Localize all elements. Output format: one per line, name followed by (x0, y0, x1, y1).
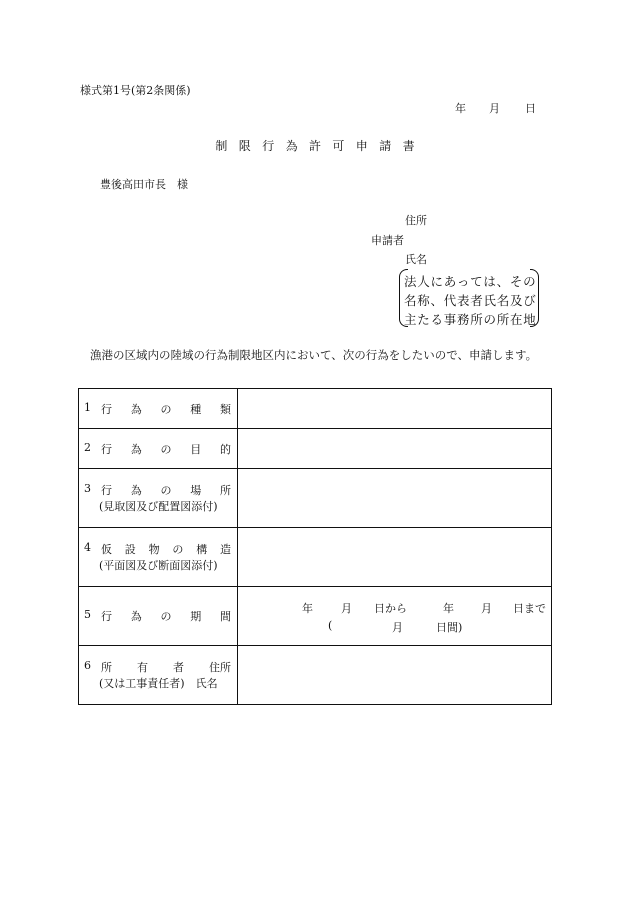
label-char: 構 (196, 543, 208, 556)
note-line: 主たる事務所の所在地 (404, 312, 537, 327)
period-to-day: 日まで (513, 602, 546, 615)
label-char: 間 (220, 610, 231, 623)
label-char: 仮 (101, 543, 112, 556)
date-month: 月 (489, 102, 500, 115)
label-char: 行 (101, 610, 112, 623)
period-duration-day: 日間) (436, 621, 463, 634)
row-label (79, 469, 238, 528)
label-char: の (160, 610, 172, 623)
period-from-year: 年 (302, 602, 313, 615)
label-char: 設 (124, 543, 136, 556)
address-label: 住所 (405, 214, 427, 227)
label-char: 物 (148, 543, 160, 556)
date-day: 日 (525, 102, 536, 115)
label-char: 目 (190, 442, 202, 456)
row-label (79, 429, 238, 469)
row-sublabel: (又は工事責任者) 氏名 (99, 677, 218, 690)
label-char: 為 (130, 610, 142, 623)
label-char: の (172, 543, 184, 556)
table-row (79, 429, 552, 469)
row-label (79, 528, 238, 587)
date-line (455, 100, 536, 116)
row-label (79, 587, 238, 646)
corporate-note (399, 269, 539, 327)
row-number: 3 (84, 482, 91, 495)
label-char: 的 (220, 442, 231, 456)
period-to-year: 年 (443, 602, 454, 615)
label-char: 者 (173, 661, 184, 674)
table-row (79, 389, 552, 429)
period-to-month: 月 (481, 602, 492, 615)
label-char: 期 (190, 610, 202, 623)
row-sublabel: (見取図及び配置図添付) (99, 500, 218, 513)
label-char: 行 (101, 484, 112, 497)
label-char: 行 (101, 442, 112, 456)
date-year: 年 (455, 102, 466, 115)
table-row (79, 646, 552, 705)
label-char: 住所 (209, 661, 231, 674)
label-char: 有 (137, 661, 148, 674)
temporary-structure-field[interactable] (238, 528, 552, 587)
row-sublabel: (平面図及び断面図添付) (99, 559, 218, 572)
label-char: 類 (220, 402, 231, 416)
application-statement: 漁港の区域内の陸域の行為制限地区内において、次の行為をしたいので、申請します。 (90, 348, 538, 362)
table-row (79, 587, 552, 646)
row-number: 2 (84, 440, 91, 454)
label-char: 種 (190, 402, 202, 416)
owner-address-name-field[interactable] (238, 646, 552, 705)
activity-location-field[interactable] (238, 469, 552, 528)
row-label (79, 389, 238, 429)
addressee: 豊後高田市長 様 (100, 178, 188, 191)
applicant-label: 申請者 (371, 234, 404, 247)
row-label (79, 646, 238, 705)
activity-period-field[interactable] (238, 587, 552, 646)
table-row (79, 469, 552, 528)
label-char: 所 (101, 661, 112, 674)
period-duration-month: 月 (392, 621, 403, 634)
form-number: 様式第1号(第2条関係) (80, 84, 191, 97)
label-char: 場 (190, 484, 202, 497)
row-number: 4 (84, 541, 91, 554)
label-char: 所 (220, 484, 231, 497)
label-char: の (160, 484, 172, 497)
table-row (79, 528, 552, 587)
label-char: 為 (130, 442, 142, 456)
label-char: 造 (219, 543, 231, 556)
period-from-day: 日から (374, 602, 407, 615)
activity-purpose-field[interactable] (238, 429, 552, 469)
document-title: 制限行為許可申請書 (215, 139, 426, 153)
label-char: 為 (130, 484, 142, 497)
activity-type-field[interactable] (238, 389, 552, 429)
label-char: 為 (130, 402, 142, 416)
period-open-paren: ( (328, 619, 333, 632)
label-char: 行 (101, 402, 112, 416)
period-from-month: 月 (341, 602, 352, 615)
row-number: 1 (84, 400, 91, 414)
note-line: 名称、代表者氏名及び (404, 293, 537, 308)
label-char: の (160, 402, 172, 416)
name-label: 氏名 (405, 253, 427, 266)
row-number: 5 (84, 608, 91, 621)
row-number: 6 (84, 659, 91, 672)
note-line: 法人にあっては、その (404, 274, 537, 289)
application-table (78, 388, 552, 705)
label-char: の (160, 442, 172, 456)
